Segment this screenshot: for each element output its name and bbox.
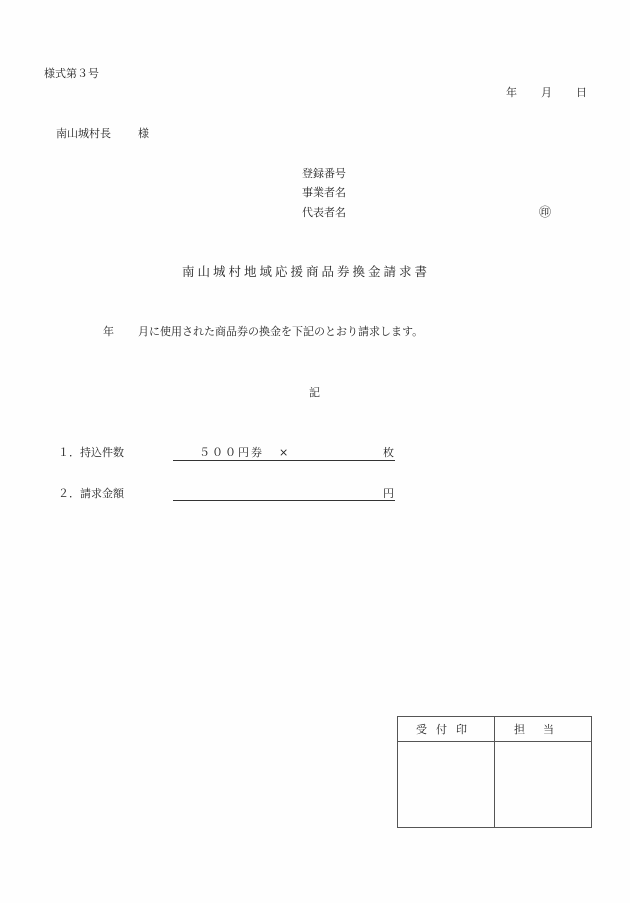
voucher-denomination: ５００円券 bbox=[199, 446, 264, 459]
document-title: 南山城村地域応援商品券換金請求書 bbox=[182, 264, 431, 279]
staff-stamp-cell bbox=[495, 742, 592, 828]
date-day-label: 日 bbox=[576, 86, 587, 99]
body-year-label: 年 bbox=[103, 325, 114, 338]
count-field-underline bbox=[173, 460, 395, 461]
business-name-label: 事業者名 bbox=[302, 186, 346, 199]
unit-yen: 円 bbox=[383, 487, 394, 500]
item-number: １． bbox=[58, 446, 80, 459]
stamp-table bbox=[397, 716, 592, 828]
multiply-sign: × bbox=[279, 446, 289, 459]
form-number: 様式第３号 bbox=[44, 67, 99, 80]
stamp-header-staff: 担当 bbox=[495, 717, 592, 742]
seal-icon: ㊞ bbox=[539, 205, 552, 219]
date-year-label: 年 bbox=[506, 86, 517, 99]
ki-heading: 記 bbox=[309, 386, 320, 399]
registration-number-label: 登録番号 bbox=[302, 167, 346, 180]
reception-stamp-cell bbox=[398, 742, 495, 828]
addressee-honorific: 様 bbox=[138, 127, 149, 140]
stamp-header-reception: 受付印 bbox=[398, 717, 495, 742]
item-number: ２． bbox=[58, 487, 80, 500]
addressee-name: 南山城村長 bbox=[56, 127, 111, 140]
representative-label: 代表者名 bbox=[302, 206, 346, 219]
body-sentence: 月に使用された商品券の換金を下記のとおり請求します。 bbox=[138, 325, 424, 338]
item-label: 請求金額 bbox=[80, 487, 124, 500]
date-month-label: 月 bbox=[541, 86, 552, 99]
item-label: 持込件数 bbox=[80, 446, 124, 459]
amount-field-underline bbox=[173, 500, 395, 501]
unit-sheets: 枚 bbox=[383, 446, 394, 459]
